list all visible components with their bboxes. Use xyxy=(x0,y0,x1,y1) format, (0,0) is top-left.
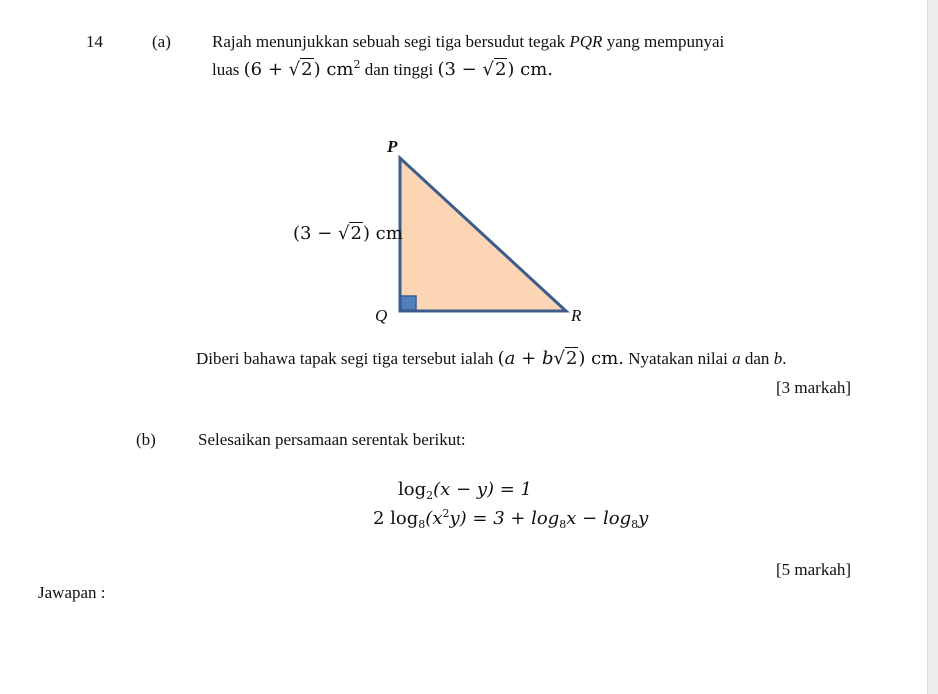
base-plus: + xyxy=(515,348,542,369)
eq2-y: y xyxy=(638,508,649,529)
base-a: a xyxy=(504,348,516,369)
height-root: 2 xyxy=(494,59,507,80)
area-close: ) cm xyxy=(313,59,354,80)
part-a-label: (a) xyxy=(152,32,171,51)
triangle-pqr xyxy=(400,158,566,311)
base-expression xyxy=(498,347,624,369)
part-b-label: (b) xyxy=(136,430,156,449)
sqrt-symbol: √ xyxy=(482,59,494,80)
eq2-base1: 8 xyxy=(418,518,426,531)
right-angle-marker xyxy=(401,296,416,310)
height-open: (3 − xyxy=(437,59,483,80)
eq2-arg-open: (x xyxy=(425,508,443,529)
equation-1 xyxy=(398,479,532,502)
state-text: Nyatakan nilai xyxy=(624,349,733,368)
eq1-rest: (x − y) = 1 xyxy=(433,479,532,500)
luas-word: luas xyxy=(212,60,244,79)
eq2-base2: 8 xyxy=(559,518,567,531)
vertex-q-label: Q xyxy=(375,306,388,325)
given-text: Diberi bahawa tapak segi tiga tersebut ialah xyxy=(196,349,498,368)
area-open: (6 + xyxy=(243,59,289,80)
side-expression xyxy=(293,222,403,244)
equation-2 xyxy=(373,507,648,531)
period: . xyxy=(782,349,787,368)
side-pq-label xyxy=(293,223,403,245)
eq2-base3: 8 xyxy=(631,518,639,531)
sqrt-symbol: √ xyxy=(338,223,350,244)
base-open: ( xyxy=(497,348,505,369)
part-a-marks: [3 markah] xyxy=(776,378,852,397)
var-b: b xyxy=(773,349,783,368)
part-a-line1-text: Rajah menunjukkan sebuah segi tiga bersudut tegak xyxy=(212,32,570,51)
area-root: 2 xyxy=(301,59,313,80)
eq1-base: 2 xyxy=(426,489,434,502)
vertex-p-label: P xyxy=(387,137,398,156)
part-b-instruction: Selesaikan persamaan serentak berikut: xyxy=(198,430,466,449)
part-b-marks: [5 markah] xyxy=(776,560,852,579)
side-root: 2 xyxy=(350,223,362,244)
eq2-x: x − log xyxy=(566,508,632,529)
eq2-arg-close: y) = 3 + log xyxy=(449,508,560,529)
area-exponent: 2 xyxy=(353,58,361,71)
part-a-line1-end: yang mempunyai xyxy=(602,32,725,51)
eq1-log: log xyxy=(398,479,427,500)
sqrt-symbol: √ xyxy=(553,348,565,369)
answer-label: Jawapan : xyxy=(38,583,106,602)
var-a: a xyxy=(732,349,741,368)
side-close: ) cm xyxy=(362,223,403,244)
base-close: ) cm. xyxy=(578,348,625,369)
eq2-arg-exp: 2 xyxy=(442,507,450,520)
base-b: b xyxy=(541,348,554,369)
height-close: ) cm. xyxy=(507,59,554,80)
given-base-line xyxy=(196,348,786,370)
side-open: (3 − xyxy=(293,223,338,244)
question-number: 14 xyxy=(86,32,103,51)
dan-text: dan xyxy=(740,349,774,368)
base-root: 2 xyxy=(565,348,578,369)
vertex-r-label: R xyxy=(571,306,582,325)
eq2-coef: 2 log xyxy=(373,508,419,529)
sqrt-symbol: √ xyxy=(288,59,301,80)
triangle-name: PQR xyxy=(569,32,603,51)
dan-tinggi-text: dan tinggi xyxy=(360,60,438,79)
